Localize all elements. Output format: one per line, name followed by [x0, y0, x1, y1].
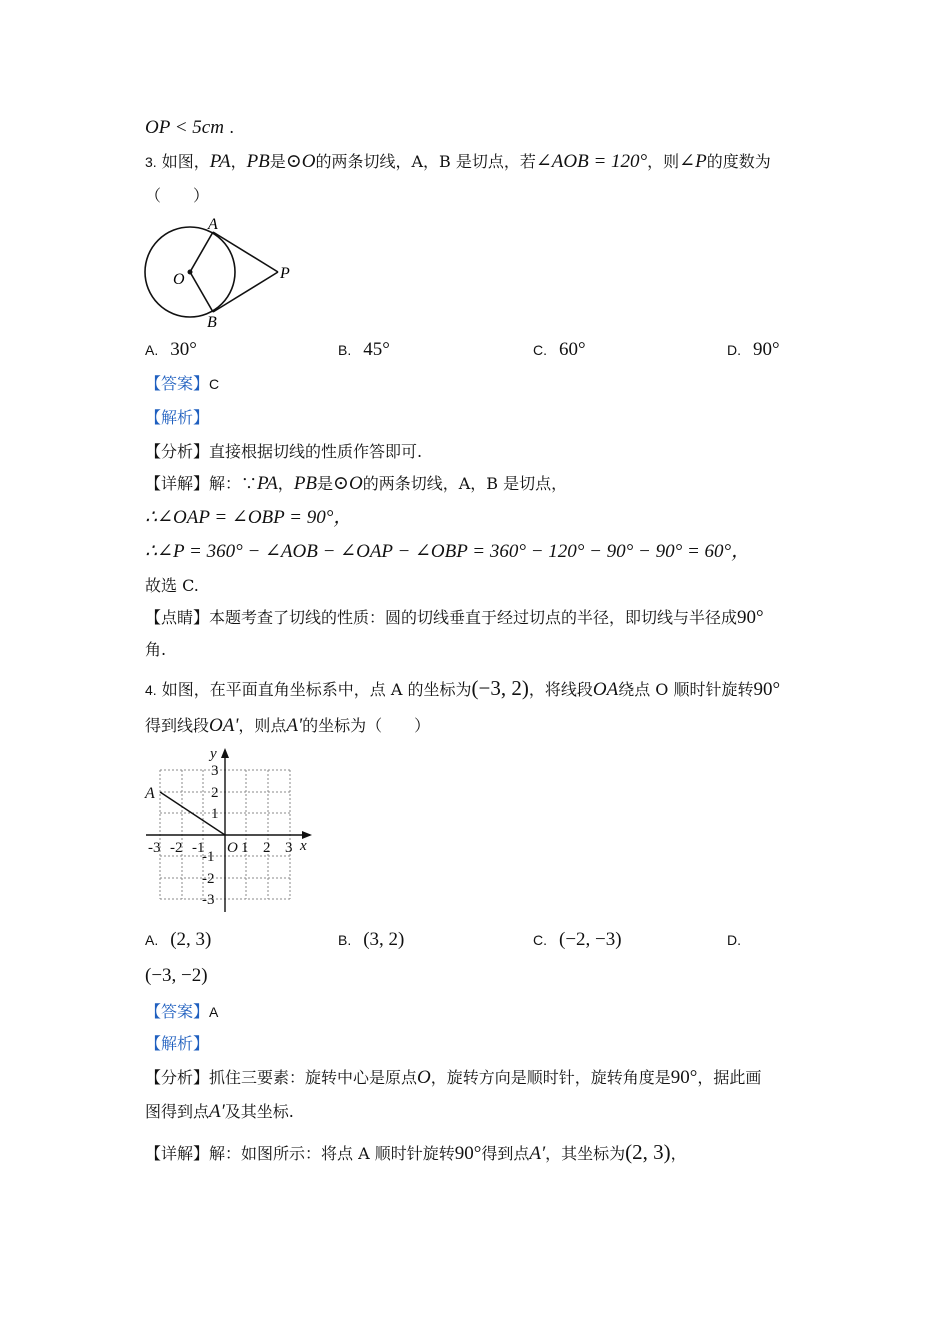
option-label: C. — [533, 932, 547, 948]
label-a: A — [208, 216, 218, 233]
q3-mid: 是 — [269, 152, 286, 171]
q4-line1-mid: ，将线段 — [528, 680, 593, 699]
q4-fenxi-line2 — [145, 1100, 294, 1124]
x-tick-1: 1 — [241, 840, 249, 856]
answer-value: C — [209, 376, 220, 392]
option-value: (3, 2) — [363, 929, 405, 950]
q4-line1-rest: 绕点 O 顺时针旋转 — [618, 680, 754, 699]
fenxi2-end: 及其坐标. — [224, 1102, 294, 1121]
q4-answer — [145, 1000, 218, 1024]
q4-coord-a: (−3, 2) — [471, 676, 529, 700]
q3-step1: ∴∠OAP = ∠OBP = 90°， — [145, 507, 353, 528]
q4-option-a[interactable] — [145, 928, 211, 952]
answer-value: A — [209, 1004, 219, 1020]
option-value: 30° — [170, 339, 197, 360]
q3-stem — [145, 150, 771, 174]
y-tick-neg3: -3 — [202, 892, 215, 908]
xiangjie-mid: 是 — [317, 474, 334, 493]
option-label: A. — [145, 932, 159, 948]
option-value: (−2, −3) — [559, 929, 622, 950]
q3-fenxi — [145, 440, 422, 464]
label-a: A — [145, 785, 155, 802]
q4-coordinate-figure — [140, 742, 320, 918]
option-value: 45° — [363, 339, 390, 360]
top-line — [145, 116, 234, 140]
option-value: 90° — [753, 339, 780, 360]
period: . — [229, 118, 235, 137]
q4-stem-line2 — [145, 714, 430, 738]
q4-line2-pre: 得到线段 — [145, 716, 210, 735]
q4-number: 4. — [145, 682, 157, 698]
q4-line2-mid: ，则点 — [238, 716, 287, 735]
answer-tag: 【答案】 — [145, 1002, 210, 1021]
radius-ob — [190, 272, 213, 312]
fenxi-pre: 抓住三要素：旋转中心是原点 — [209, 1068, 418, 1087]
q3-circle: ⊙O — [285, 151, 316, 172]
label-x: x — [300, 838, 307, 854]
fenxi2-pre: 图得到点 — [145, 1102, 210, 1121]
q3-option-c[interactable] — [533, 338, 586, 362]
answer-tag: 【答案】 — [145, 374, 210, 393]
tangent-pb — [213, 272, 278, 312]
y-tick-1: 1 — [211, 806, 219, 822]
xiangjie-tag: 【详解】 — [145, 474, 210, 493]
q3-step3: 故选 C. — [145, 576, 199, 595]
radius-oa — [190, 232, 213, 272]
q3-text3: ，则 — [647, 152, 680, 171]
q3-circle-figure — [140, 214, 310, 332]
op-inequality: OP < 5cm — [145, 117, 224, 138]
q3-text4: 的度数为 — [706, 152, 771, 171]
q4-stem-line1 — [145, 676, 780, 702]
xiangjie-pre: 解：∵ — [209, 474, 258, 493]
q3-paren: （ ） — [145, 186, 210, 205]
fenxi-tag: 【分析】 — [145, 442, 210, 461]
option-value: 60° — [559, 339, 586, 360]
q3-sep: ， — [230, 152, 247, 171]
xiangjie-mid2: ，其坐标为 — [545, 1144, 626, 1163]
q4-line1-pre: 如图，在平面直角坐标系中，点 A 的坐标为 — [161, 680, 472, 699]
q3-step2: ∴∠P = 360° − ∠AOB − ∠OAP − ∠OBP = 360° − 120° − 90° − 90° = 60°， — [145, 541, 751, 562]
label-o: O — [173, 271, 185, 288]
xiangjie-pb: PB — [293, 473, 318, 494]
x-tick-neg1: -1 — [192, 840, 205, 856]
q4-deg: 90° — [753, 679, 781, 700]
x-tick-3: 3 — [285, 840, 293, 856]
q4-line2-rest: 的坐标为（ ） — [302, 716, 431, 735]
fenxi-o: O — [417, 1067, 431, 1088]
xiangjie-end: ， — [670, 1144, 687, 1163]
option-label: B. — [338, 932, 352, 948]
q3-jiexi: 【解析】 — [145, 408, 210, 427]
q3-option-d[interactable] — [727, 338, 780, 362]
xiangjie-tag: 【详解】 — [145, 1144, 210, 1163]
xiangjie-circle: ⊙O — [333, 473, 363, 494]
option-label: A. — [145, 342, 159, 358]
q3-dianjing-end: 角. — [145, 640, 167, 659]
label-p: P — [280, 265, 290, 282]
fenxi2-a: A′ — [209, 1101, 225, 1122]
xiangjie-deg: 90° — [454, 1143, 482, 1164]
y-tick-2: 2 — [211, 785, 219, 801]
xiangjie-a: A′ — [529, 1143, 546, 1164]
q3-option-a[interactable] — [145, 338, 197, 362]
xiangjie-coord: (2, 3) — [625, 1140, 671, 1164]
center-dot — [188, 270, 193, 275]
option-label: D. — [727, 932, 741, 948]
dianjing-text: 本题考查了切线的性质：圆的切线垂直于经过切点的半径，即切线与半径成 — [209, 608, 738, 627]
q3-angle-p: ∠P — [679, 151, 707, 172]
q4-option-d-value[interactable] — [145, 964, 208, 988]
option-label: C. — [533, 342, 547, 358]
dianjing-deg: 90° — [737, 607, 764, 628]
x-tick-neg3: -3 — [148, 840, 161, 856]
q3-option-b[interactable] — [338, 338, 390, 362]
q3-text2: 的两条切线，A，B 是切点，若 — [315, 152, 536, 171]
fenxi-end: ，据此画 — [697, 1068, 762, 1087]
xiangjie-mid: 得到点 — [481, 1144, 530, 1163]
q3-pre: 如图， — [161, 152, 210, 171]
label-o: O — [227, 840, 238, 856]
q3-answer — [145, 372, 219, 396]
x-tick-neg2: -2 — [170, 840, 183, 856]
q4-fenxi-line1 — [145, 1066, 761, 1090]
option-value: (−3, −2) — [145, 965, 208, 986]
option-label: D. — [727, 342, 741, 358]
q4-option-d-label[interactable] — [727, 928, 753, 952]
q3-number: 3. — [145, 154, 157, 170]
fenxi-tag: 【分析】 — [145, 1068, 210, 1087]
q4-xiangjie — [145, 1140, 687, 1166]
tangent-pa — [213, 232, 278, 272]
xiangjie-pa: PA — [257, 473, 278, 494]
fenxi-text: 直接根据切线的性质作答即可. — [209, 442, 423, 461]
q4-option-b[interactable] — [338, 928, 404, 952]
xiangjie-sep: ， — [277, 474, 294, 493]
q3-pa: PA — [209, 151, 231, 172]
y-axis-arrow-icon — [221, 748, 229, 758]
q4-oa2: OA' — [209, 715, 239, 736]
y-tick-neg2: -2 — [202, 871, 215, 887]
fenxi-mid: ，旋转方向是顺时针，旋转角度是 — [430, 1068, 671, 1087]
q4-oa: OA — [592, 679, 619, 700]
option-label: B. — [338, 342, 352, 358]
label-y: y — [210, 746, 217, 762]
q3-angle: ∠AOB = 120° — [535, 151, 648, 172]
xiangjie-pre: 解：如图所示：将点 A 顺时针旋转 — [209, 1144, 455, 1163]
q3-dianjing — [145, 606, 764, 630]
q4-jiexi: 【解析】 — [145, 1034, 210, 1053]
xiangjie-rest: 的两条切线，A，B 是切点， — [362, 474, 568, 493]
fenxi-deg: 90° — [670, 1067, 698, 1088]
q4-a2: A' — [286, 715, 303, 736]
label-b: B — [207, 314, 217, 331]
option-value: (2, 3) — [170, 929, 212, 950]
q4-option-c[interactable] — [533, 928, 622, 952]
y-tick-3: 3 — [211, 763, 219, 779]
x-tick-2: 2 — [263, 840, 271, 856]
q3-pb: PB — [246, 151, 270, 172]
q3-xiangjie — [145, 472, 567, 496]
y-tick-neg1: -1 — [202, 849, 215, 865]
dianjing-tag: 【点睛】 — [145, 608, 210, 627]
